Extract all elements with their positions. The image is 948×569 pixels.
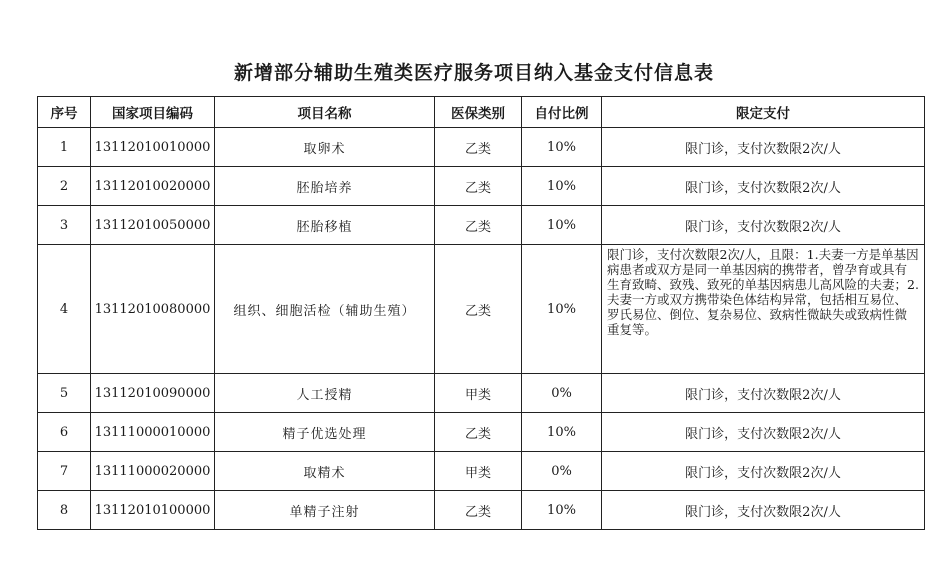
- cell-limit: 限门诊，支付次数限2次/人: [602, 452, 925, 491]
- cell-code: 13111000020000: [91, 452, 215, 491]
- header-limit: 限定支付: [602, 97, 925, 128]
- table-row: [38, 374, 925, 413]
- header-category: 医保类别: [435, 97, 522, 128]
- cell-name: 精子优选处理: [215, 413, 435, 452]
- cell-seq: 1: [38, 128, 91, 167]
- table-row: [38, 128, 925, 167]
- header-ratio: 自付比例: [522, 97, 602, 128]
- cell-limit: 限门诊，支付次数限2次/人: [602, 374, 925, 413]
- cell-code: 13112010100000: [91, 491, 215, 530]
- cell-seq: 2: [38, 167, 91, 206]
- table-row: [38, 452, 925, 491]
- cell-ratio: 0%: [522, 374, 602, 413]
- payment-info-table: [37, 96, 925, 530]
- table-row: [38, 167, 925, 206]
- header-name: 项目名称: [215, 97, 435, 128]
- cell-ratio: 10%: [522, 167, 602, 206]
- cell-seq: 4: [38, 245, 91, 374]
- cell-category: 乙类: [435, 206, 522, 245]
- cell-code: 13112010010000: [91, 128, 215, 167]
- cell-limit: 限门诊，支付次数限2次/人: [602, 413, 925, 452]
- cell-name: 取精术: [215, 452, 435, 491]
- cell-category: 乙类: [435, 245, 522, 374]
- header-seq: 序号: [38, 97, 91, 128]
- cell-category: 乙类: [435, 413, 522, 452]
- cell-ratio: 10%: [522, 491, 602, 530]
- cell-name: 人工授精: [215, 374, 435, 413]
- cell-seq: 6: [38, 413, 91, 452]
- cell-limit: 限门诊，支付次数限2次/人，且限：1.夫妻一方是单基因病患者或双方是同一单基因病的携带者，曾孕育或具有生育致畸、致残、致死的单基因病患儿高风险的夫妻；2.夫妻一方或双方携带染色体结构异常，包括相互易位、罗氏易位、倒位、复杂易位、致病性微缺失或致病性微重复等。: [602, 245, 925, 374]
- cell-seq: 7: [38, 452, 91, 491]
- cell-ratio: 10%: [522, 206, 602, 245]
- cell-limit: 限门诊，支付次数限2次/人: [602, 491, 925, 530]
- cell-seq: 3: [38, 206, 91, 245]
- cell-name: 胚胎移植: [215, 206, 435, 245]
- table-row: [38, 413, 925, 452]
- cell-name: 取卵术: [215, 128, 435, 167]
- cell-name: 胚胎培养: [215, 167, 435, 206]
- cell-name: 组织、细胞活检（辅助生殖）: [215, 245, 435, 374]
- cell-code: 13112010090000: [91, 374, 215, 413]
- cell-seq: 8: [38, 491, 91, 530]
- table-row: [38, 491, 925, 530]
- table-row: [38, 245, 925, 374]
- cell-ratio: 0%: [522, 452, 602, 491]
- cell-category: 甲类: [435, 452, 522, 491]
- cell-name: 单精子注射: [215, 491, 435, 530]
- cell-code: 13112010050000: [91, 206, 215, 245]
- cell-category: 乙类: [435, 167, 522, 206]
- cell-limit: 限门诊，支付次数限2次/人: [602, 167, 925, 206]
- table-header-row: [38, 97, 925, 128]
- cell-seq: 5: [38, 374, 91, 413]
- cell-code: 13111000010000: [91, 413, 215, 452]
- table-row: [38, 206, 925, 245]
- cell-limit: 限门诊，支付次数限2次/人: [602, 206, 925, 245]
- cell-ratio: 10%: [522, 245, 602, 374]
- header-code: 国家项目编码: [91, 97, 215, 128]
- cell-category: 乙类: [435, 491, 522, 530]
- cell-limit: 限门诊，支付次数限2次/人: [602, 128, 925, 167]
- cell-category: 甲类: [435, 374, 522, 413]
- cell-ratio: 10%: [522, 413, 602, 452]
- cell-ratio: 10%: [522, 128, 602, 167]
- cell-category: 乙类: [435, 128, 522, 167]
- cell-code: 13112010080000: [91, 245, 215, 374]
- page-title: 新增部分辅助生殖类医疗服务项目纳入基金支付信息表: [233, 62, 714, 84]
- cell-code: 13112010020000: [91, 167, 215, 206]
